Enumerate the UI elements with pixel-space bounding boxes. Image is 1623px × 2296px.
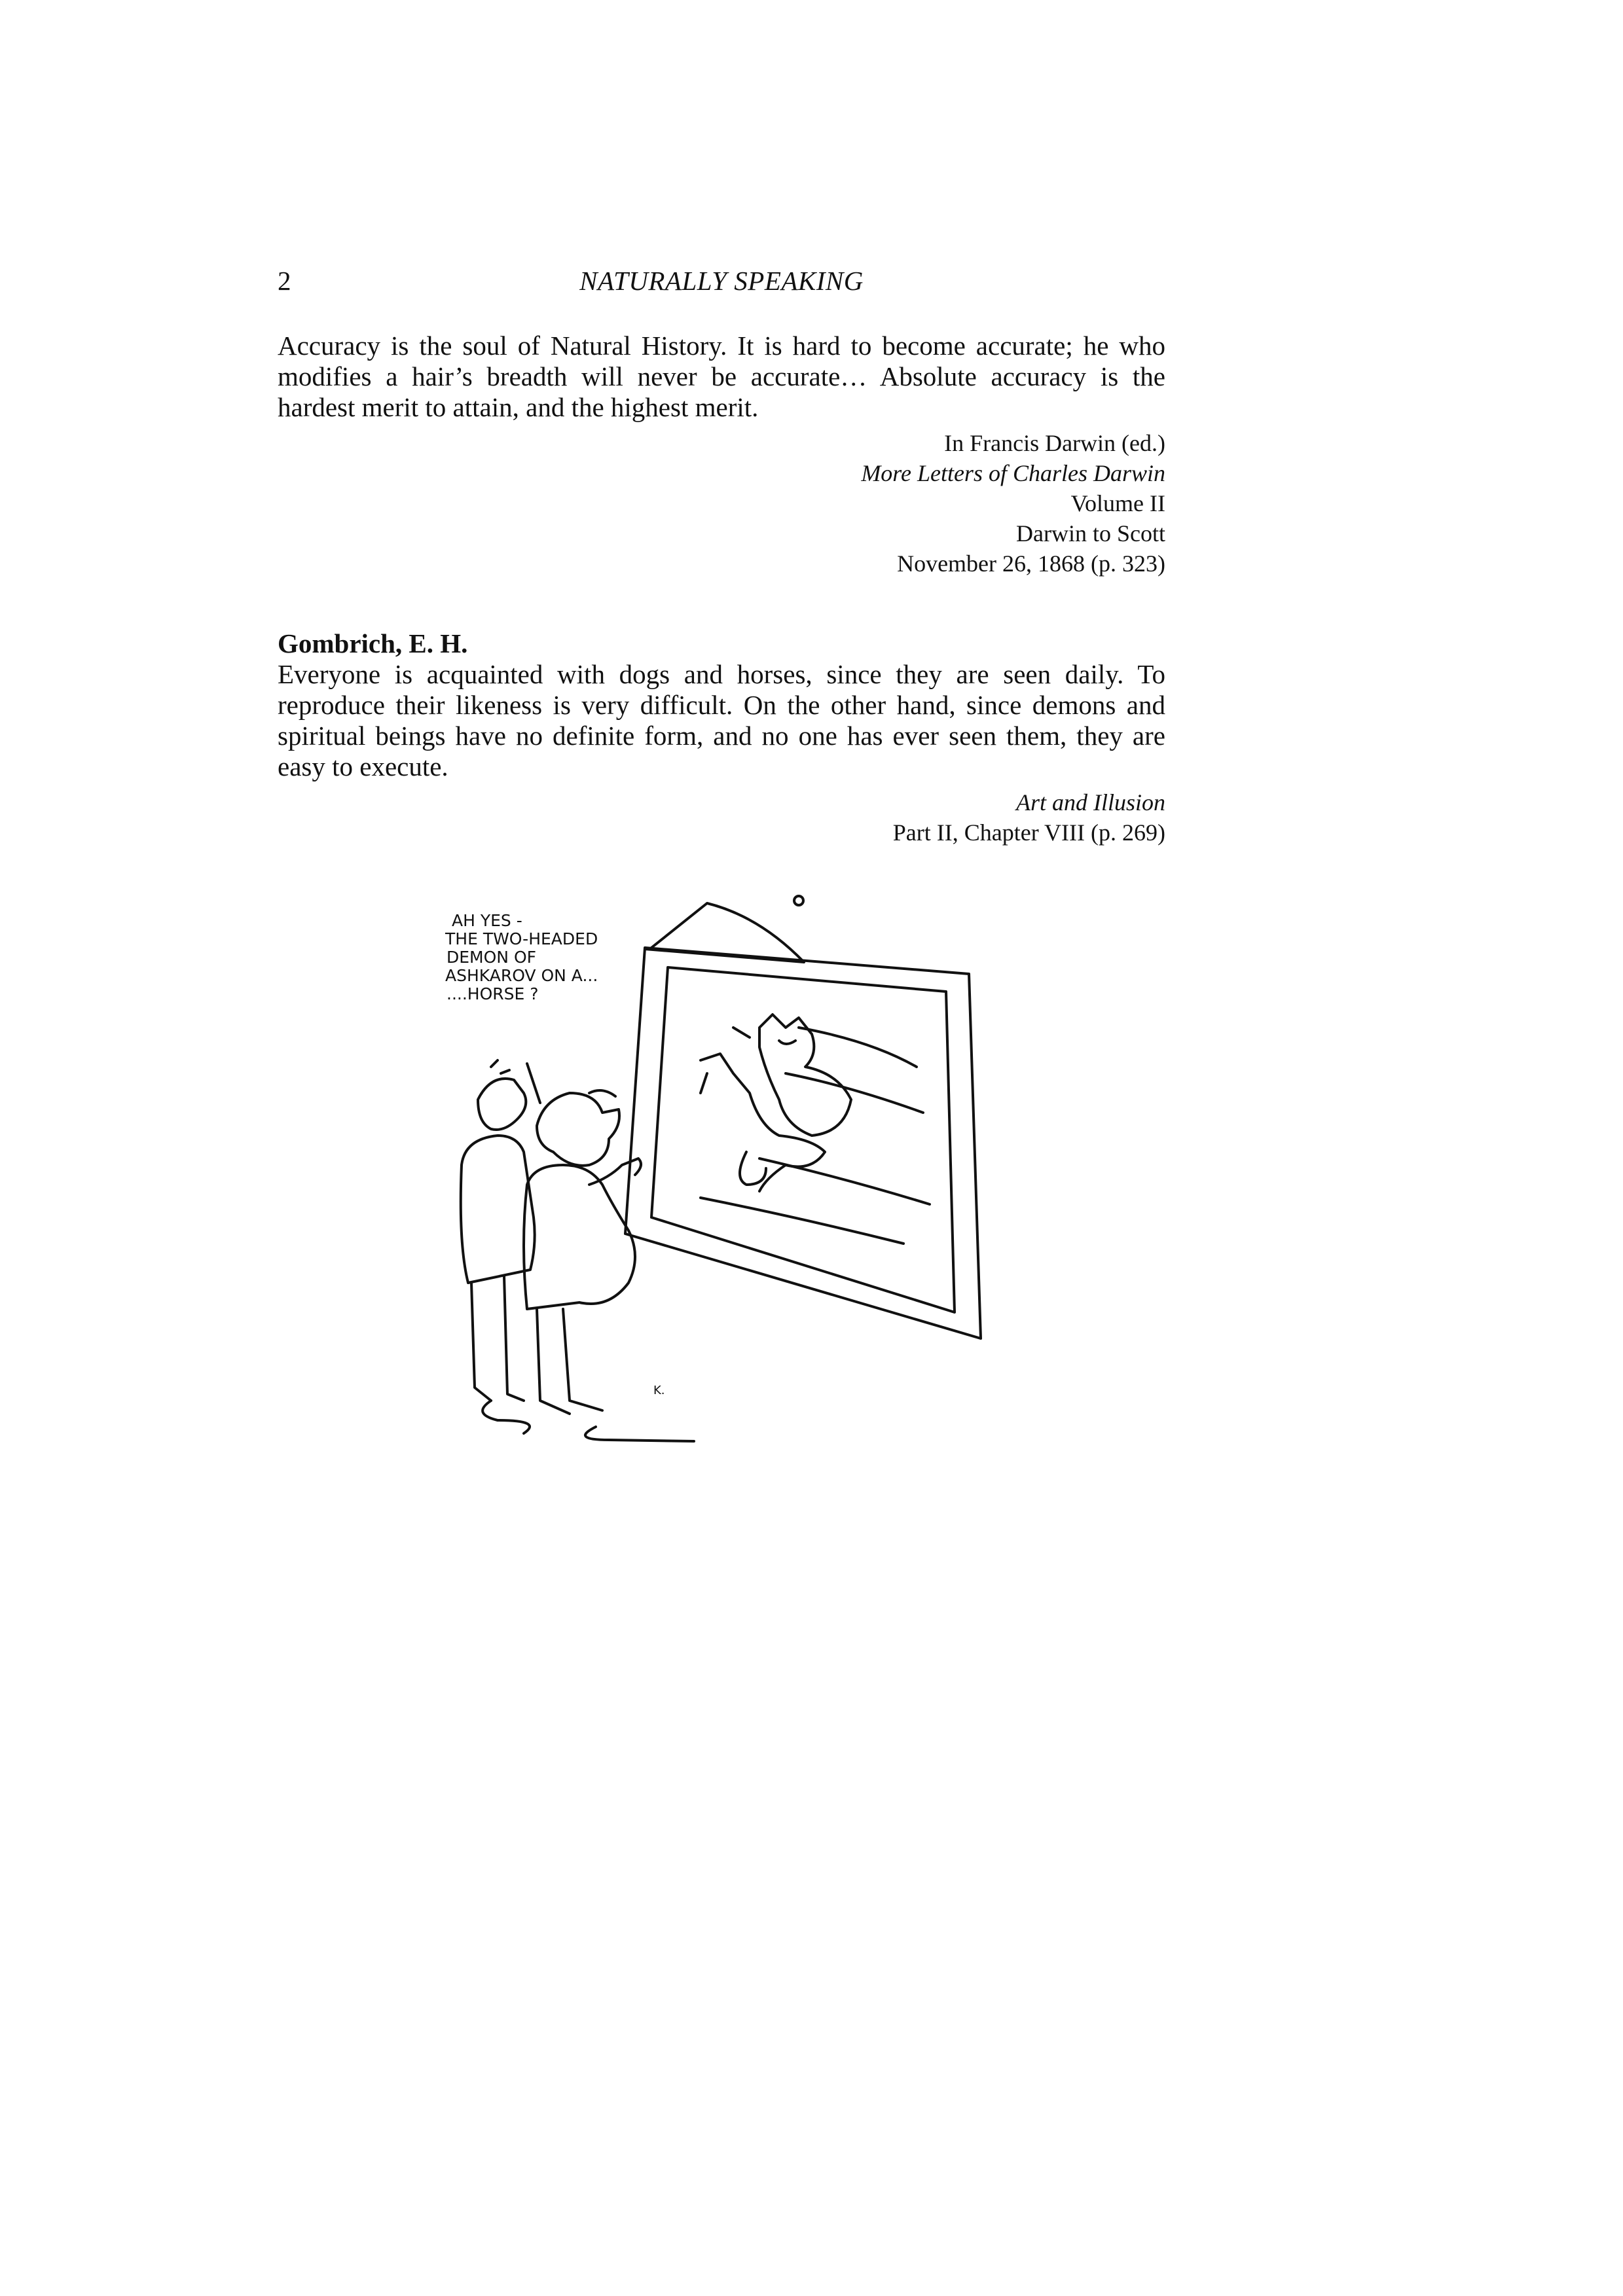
gombrich-author: Gombrich, E. H. xyxy=(278,628,468,658)
man-back-legs xyxy=(471,1276,524,1401)
darwin-citation xyxy=(278,428,1165,579)
man-front-legs xyxy=(537,1309,602,1414)
darwin-entry xyxy=(278,331,1165,579)
running-title: NATURALLY SPEAKING xyxy=(579,266,864,296)
gombrich-quote: Everyone is acquainted with dogs and horses, since they are seen daily. To reproduce their likeness is very difficult. On the other hand, since demons and spiritual beings have no definite form, and no one has ever seen them, they are easy to execute. xyxy=(278,659,1165,781)
darwin-quote: Accuracy is the soul of Natural History. It is hard to become accurate; he who modifies a hair’s breadth will never be accurate… Absolute accuracy is the hardest merit to attain, and the highest merit. xyxy=(278,331,1165,422)
cartoon-drawing xyxy=(393,877,982,1689)
man-front-head xyxy=(537,1090,619,1166)
page-header xyxy=(278,265,1165,304)
man-front-body xyxy=(524,1165,635,1309)
gombrich-citation-chapter: Part II, Chapter VIII (p. 269) xyxy=(892,819,1165,846)
speech-line-3: DEMON OF xyxy=(447,948,536,967)
darwin-citation-correspondents: Darwin to Scott xyxy=(1016,520,1165,547)
darwin-citation-date: November 26, 1868 (p. 323) xyxy=(897,550,1165,577)
speech-line-1: AH YES - xyxy=(452,911,522,930)
darwin-citation-volume: Volume II xyxy=(1070,490,1165,516)
artist-signature: K. xyxy=(653,1384,665,1397)
speech-line-5: ....HORSE ? xyxy=(447,984,539,1003)
picture-frame-outer xyxy=(625,948,981,1338)
cartoon-illustration xyxy=(393,877,982,1689)
speech-line-2: THE TWO-HEADED xyxy=(445,929,598,948)
gombrich-entry xyxy=(278,628,1165,848)
wall-hook xyxy=(794,896,803,905)
darwin-citation-line1: In Francis Darwin (ed.) xyxy=(944,430,1165,456)
darwin-citation-book-title: More Letters of Charles Darwin xyxy=(861,460,1165,486)
gombrich-citation-book-title: Art and Illusion xyxy=(1015,789,1165,816)
page-number: 2 xyxy=(278,266,291,296)
speech-line-4: ASHKAROV ON A... xyxy=(445,966,598,985)
man-back-head xyxy=(478,1060,526,1130)
speech-pointer xyxy=(527,1064,540,1103)
gombrich-citation xyxy=(278,787,1165,848)
